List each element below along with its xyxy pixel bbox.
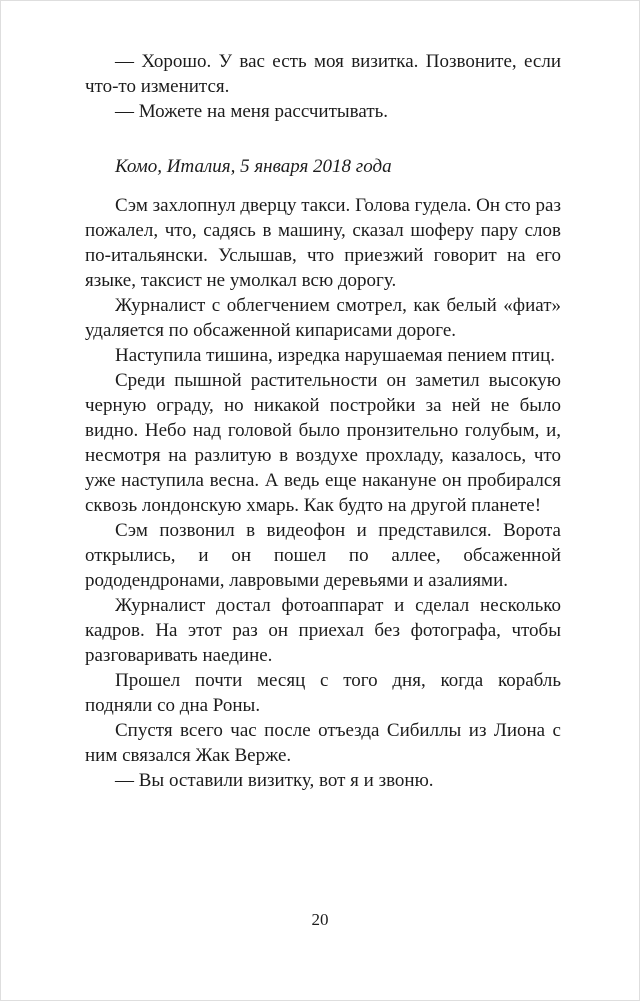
paragraph: Наступила тишина, изредка нарушаемая пением птиц. [115, 345, 556, 366]
dialogue-line: — Хорошо. У вас есть моя визитка. Позвоните, если что-то изменится. [85, 51, 561, 97]
text-block [85, 49, 561, 793]
paragraph: Журналист с облегчением смотрел, как белый «фиат» удаляется по обсаженной кипарисами дороге. [85, 295, 561, 341]
dialogue-line: — Вы оставили визитку, вот я и звоню. [115, 770, 434, 791]
paragraph: Сэм позвонил в видеофон и представился. Ворота открылись, и он пошел по аллее, обсаженной рододендронами, лавровыми деревьями и азалиями. [85, 520, 561, 591]
paragraph: Журналист достал фотоаппарат и сделал несколько кадров. На этот раз он приехал без фотографа, чтобы разговаривать наедине. [85, 595, 561, 666]
page-number: 20 [311, 910, 329, 929]
paragraph: Среди пышной растительности он заметил высокую черную ограду, но никакой постройки за ней не было видно. Небо над головой было пронзительно голубым, и, несмотря на разлитую в воздухе прохладу, казалось, что уже наступила весна. А ведь еще накануне он пробирался сквозь лондонскую хмарь. Как будто на другой планете! [85, 370, 561, 516]
paragraph: Спустя всего час после отъезда Сибиллы из Лиона с ним связался Жак Верже. [85, 720, 561, 766]
dateline: Комо, Италия, 5 января 2018 года [115, 156, 392, 177]
paragraph: Сэм захлопнул дверцу такси. Голова гудела. Он сто раз пожалел, что, садясь в машину, сказал шоферу пару слов по-итальянски. Услышав, что приезжий говорит на его языке, таксист не умолкал всю дорогу. [85, 195, 561, 291]
paragraph: Прошел почти месяц с того дня, когда корабль подняли со дна Роны. [85, 670, 561, 716]
dialogue-line: — Можете на меня рассчитывать. [115, 101, 389, 122]
